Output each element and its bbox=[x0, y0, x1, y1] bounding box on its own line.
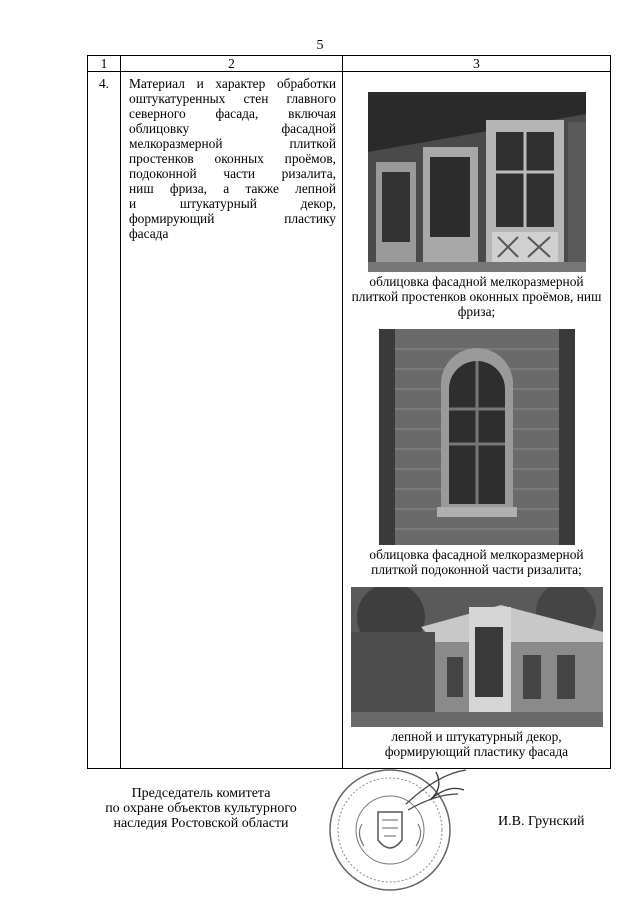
signatory-title-line: Председатель комитета bbox=[131, 786, 271, 801]
column-header-2: 2 bbox=[121, 56, 343, 72]
column-header-1: 1 bbox=[88, 56, 121, 72]
description-line: Материал и характер обработки bbox=[129, 76, 336, 91]
table-header-row bbox=[88, 56, 611, 72]
page-number: 5 bbox=[316, 38, 324, 53]
signatory-name: И.В. Грунский bbox=[498, 814, 585, 829]
figure-caption: облицовка фасадной мелкоразмерной плиткой простенков оконных проёмов, ниш фриза; bbox=[351, 274, 602, 319]
figure-decor bbox=[343, 579, 610, 761]
signatory-title bbox=[96, 786, 306, 831]
description-line: мелкоразмерной плиткой bbox=[129, 136, 336, 151]
heritage-table bbox=[87, 55, 611, 769]
signatory-title-line: наследия Ростовской области bbox=[113, 816, 289, 831]
figure-caption: лепной и штукатурный декор, формирующий пластику фасада bbox=[384, 729, 569, 759]
column-header-3: 3 bbox=[343, 56, 611, 72]
table-row bbox=[88, 72, 611, 769]
figure-caption: облицовка фасадной мелкоразмерной плиткой подоконной части ризалита; bbox=[369, 547, 584, 577]
description-line: подоконной части ризалита, bbox=[129, 166, 336, 181]
figure-risalit bbox=[343, 321, 610, 579]
description-line: и штукатурный декор, bbox=[129, 196, 336, 211]
facade-windows-photo bbox=[368, 92, 586, 272]
description-line: оштукатуренных стен главного bbox=[129, 91, 336, 106]
description-line: фасада bbox=[129, 226, 169, 241]
description-line: формирующий пластику bbox=[129, 211, 336, 226]
building-decor-photo bbox=[351, 587, 603, 727]
description-line: ниш фриза, а также лепной bbox=[129, 181, 336, 196]
description-line: простенков оконных проёмов, bbox=[129, 151, 336, 166]
figure-window-piers bbox=[343, 72, 610, 321]
arched-window-photo bbox=[379, 329, 575, 545]
row-number: 4. bbox=[88, 72, 121, 769]
official-seal bbox=[318, 764, 468, 894]
row-photos bbox=[343, 72, 611, 769]
description-line: северного фасада, включая bbox=[129, 106, 336, 121]
description-line: облицовку фасадной bbox=[129, 121, 336, 136]
signatory-title-line: по охране объектов культурного bbox=[105, 801, 297, 816]
row-description bbox=[121, 72, 343, 769]
